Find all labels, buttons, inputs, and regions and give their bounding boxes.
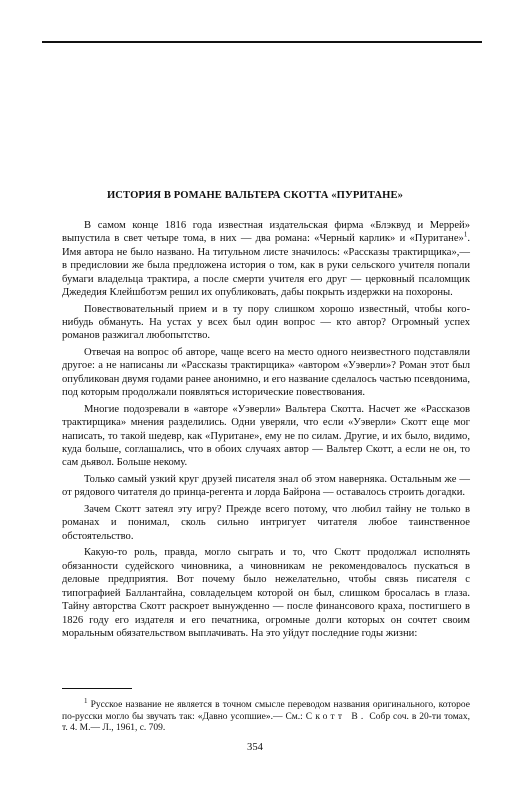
paragraph-1-end: . Имя автора не было названо. На титульном листе значилось: «Рассказы трактирщика»,— в предисловии же была предложена история о том, как в руки сельского учителя попали бумаги владельца трактира, а после смерти учителя его друг — церковный псаломщик Джедедия Клейшботэм решил их опубликовать, дабы покрыть издержки на похороны.	[62, 233, 470, 299]
footnote	[62, 696, 471, 735]
chapter-title: ИСТОРИЯ В РОМАНЕ ВАЛЬТЕРА СКОТТА «ПУРИТАНЕ»	[106, 190, 404, 201]
footnote-citation: Собр соч. в 20-ти томах, т. 4. М.— Л., 1961, с. 709.	[62, 711, 471, 734]
footnote-marker: 1	[84, 696, 88, 705]
footnote-author: Скотт В.	[305, 711, 367, 722]
paragraph-2: Повествовательный прием и в ту пору слишком хорошо известный, чтобы кого-нибудь обмануть. На устах у всех был один вопрос — кто автор? Огромный успех романов разжигал любопытство.	[62, 303, 470, 342]
paragraph-4: Многие подозревали в «авторе «Уэверли» Вальтера Скотта. Насчет же «Рассказов трактирщика» мнения разделились. Одни уверяли, что если «Уэверли» Скотт еще мог написать, то такой шедевр, как «Пуритане», ему не по силам. Другие, и их было, видимо, куда больше, соглашались, что в обоих случаях автор — Вальтер Скотт, а если не он, то сам дьявол. Больше некому.	[62, 403, 470, 469]
paragraph-1	[62, 219, 470, 299]
footnote-body: Русское название не является в точном смысле переводом названия оригинального, которое по-русски могло бы звучать так: «Давно усопшие».— См.:	[62, 700, 470, 722]
paragraph-3: Отвечая на вопрос об авторе, чаще всего на место одного неизвестного подставляли другое: а не написаны ли «Рассказы трактирщика» «автором «Уэверли»? Роман этот был опубликован двумя годами ранее анонимно, и его название сделалось частью псевдонима, под которым продолжали появляться исторические повествования.	[62, 347, 470, 399]
paragraph-5: Только самый узкий круг друзей писателя знал об этом наверняка. Остальным же — от рядового читателя до принца-регента и лорда Байрона — оставалось строить догадки.	[62, 474, 470, 499]
body-text	[62, 219, 470, 644]
paragraph-6: Зачем Скотт затеял эту игру? Прежде всего потому, что любил тайну не только в романах и понимал, сколь сильно интригует читателя любое таинственное обстоятельство.	[62, 504, 470, 542]
footnote-text	[62, 696, 471, 735]
footnote-ref: 1	[463, 230, 468, 239]
paragraph-7: Какую-то роль, правда, могло сыграть и то, что Скотт продолжал исполнять обязанности судейского чиновника, а чиновникам не рекомендовалось пускаться в деловые предприятия. Вот почему было нежелательно, чтобы связь писателя с типографией Баллантайна, совладельцем которой он был, слишком бросалась в глаза. Тайну авторства Скотт раскроет вынужденно — после финансового краха, постигшего в 1826 году его издателя и его печатника, огромные долги которых он сочтет своим моральным обязательством выплачивать. На это уйдут последние годы жизни:	[62, 547, 470, 639]
page-number: 354	[247, 742, 263, 753]
footnote-rule	[62, 688, 132, 689]
paragraph-1-start: В самом конце 1816 года известная издательская фирма «Блэквуд и Меррей» выпустила в свет четыре тома, в них — два романа: «Черный карлик» и «Пуритане»	[62, 220, 470, 245]
top-rule	[42, 41, 482, 43]
